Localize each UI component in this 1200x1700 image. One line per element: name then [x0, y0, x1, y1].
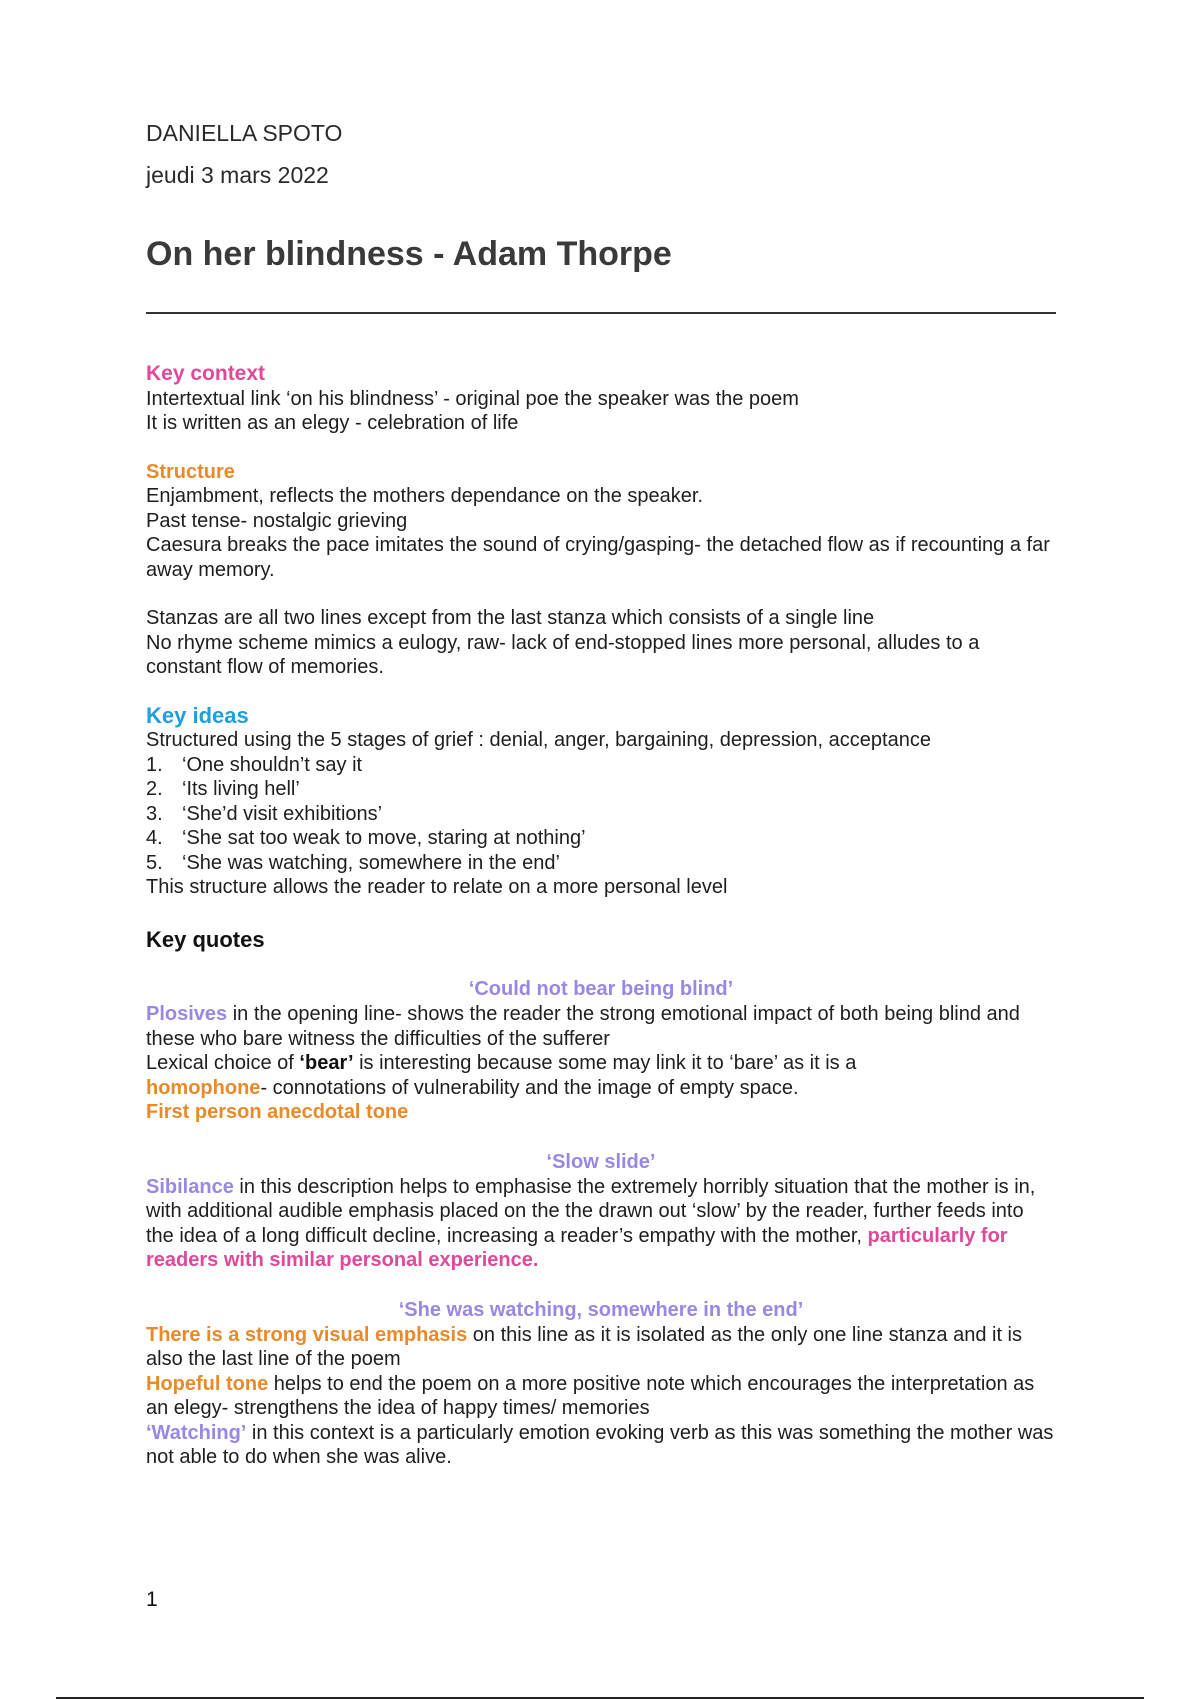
- structure-line: Stanzas are all two lines except from the last stanza which consists of a single line: [146, 607, 875, 629]
- section-key-ideas: [146, 704, 1056, 900]
- list-text: ‘She was watching, somewhere in the end’: [182, 851, 560, 874]
- document-date: jeudi 3 mars 2022: [146, 162, 329, 188]
- quote-block-2: [146, 1149, 1056, 1273]
- analysis-text: in this context is a particularly emotion evoking verb as this was something the mother was not able to do when she was alive.: [146, 1421, 1054, 1468]
- quote-title: ‘She was watching, somewhere in the end’: [398, 1298, 804, 1321]
- quote-title: ‘Slow slide’: [546, 1150, 656, 1173]
- list-text: ‘Its living hell’: [182, 778, 300, 800]
- term-homophone: homophone: [146, 1076, 261, 1099]
- document-body: [146, 362, 1056, 1470]
- key-context-heading: Key context: [146, 362, 266, 385]
- key-ideas-intro: Structured using the 5 stages of grief : denial, anger, bargaining, depression, acceptance: [146, 729, 931, 751]
- list-item: [146, 777, 1056, 802]
- quote-title: ‘Could not bear being blind’: [468, 978, 734, 1000]
- section-structure: [146, 460, 1056, 680]
- term-personal-experience: particularly for readers with similar personal experience.: [146, 1224, 1008, 1271]
- grief-stages-list: [146, 753, 1056, 876]
- term-bear: ‘bear’: [299, 1052, 354, 1074]
- analysis-text: Lexical choice of: [146, 1052, 300, 1074]
- key-ideas-outro: This structure allows the reader to relate on a more personal level: [146, 876, 728, 898]
- analysis-text: in the opening line- shows the reader the strong emotional impact of both being blind and these who bare witness the difficulties of the sufferer: [146, 1003, 1020, 1050]
- quote-block-3: [146, 1297, 1056, 1470]
- key-context-line: Intertextual link ‘on his blindness’ - original poe the speaker was the poem: [146, 387, 799, 410]
- list-text: ‘She’d visit exhibitions’: [182, 802, 383, 825]
- list-item: [146, 753, 1056, 778]
- page-number: 1: [146, 1588, 158, 1611]
- list-text: ‘She sat too weak to move, staring at nothing’: [182, 827, 586, 849]
- analysis-paragraph: [146, 1076, 1056, 1101]
- page-content: [146, 118, 1056, 1470]
- term-watching: ‘Watching’: [146, 1421, 247, 1444]
- list-number: 5.: [146, 851, 163, 874]
- key-ideas-heading: Key ideas: [146, 702, 249, 728]
- quote-block-1: [146, 976, 1056, 1125]
- analysis-text: - connotations of vulnerability and the image of empty space.: [260, 1076, 799, 1099]
- analysis-text: is interesting because some may link it to ‘bare’ as it is a: [353, 1052, 857, 1074]
- term-hopeful-tone: Hopeful tone: [146, 1372, 269, 1395]
- analysis-paragraph: [146, 1051, 1056, 1076]
- term-tone: First person anecdotal tone: [146, 1101, 409, 1123]
- structure-line: Enjambment, reflects the mothers dependance on the speaker.: [146, 485, 704, 507]
- key-context-line: It is written as an elegy - celebration of life: [146, 412, 519, 434]
- list-item: [146, 802, 1056, 827]
- structure-heading: Structure: [146, 460, 235, 483]
- analysis-text: helps to end the poem on a more positive note which encourages the interpretation as an elegy- strengthens the idea of happy times/ memories: [146, 1372, 1035, 1419]
- term-plosives: Plosives: [146, 1003, 228, 1025]
- list-number: 4.: [146, 827, 163, 849]
- list-item: [146, 826, 1056, 851]
- section-key-context: [146, 362, 1056, 436]
- section-key-quotes: [146, 928, 1056, 1470]
- term-visual-emphasis: There is a strong visual emphasis: [146, 1323, 468, 1346]
- analysis-paragraph: [146, 1323, 1056, 1372]
- structure-line: No rhyme scheme mimics a eulogy, raw- lack of end-stopped lines more personal, alludes to a constant flow of memories.: [146, 631, 980, 678]
- list-text: ‘One shouldn’t say it: [182, 753, 363, 776]
- title-divider: [146, 312, 1056, 314]
- author-name: DANIELLA SPOTO: [146, 120, 343, 146]
- list-number: 1.: [146, 753, 163, 776]
- structure-line: Caesura breaks the pace imitates the sound of crying/gasping- the detached flow as if recounting a far away memory.: [146, 534, 1050, 581]
- analysis-paragraph: [146, 1002, 1056, 1051]
- key-quotes-heading: Key quotes: [146, 926, 265, 952]
- analysis-paragraph: [146, 1175, 1056, 1273]
- term-sibilance: Sibilance: [146, 1175, 234, 1198]
- structure-line: Past tense- nostalgic grieving: [146, 509, 408, 532]
- page-title: On her blindness - Adam Thorpe: [146, 235, 672, 273]
- analysis-text: in this description helps to emphasise the extremely horribly situation that the mother is in, with additional audible emphasis placed on the the drawn out ‘slow’ by the reader, further feeds into the idea of a long difficult decline, increasing a reader’s empathy with the mother,: [146, 1175, 1036, 1247]
- page-bottom-edge: [56, 1697, 1144, 1699]
- list-number: 2.: [146, 778, 163, 800]
- list-number: 3.: [146, 802, 163, 825]
- analysis-paragraph: [146, 1372, 1056, 1421]
- analysis-paragraph: [146, 1421, 1056, 1470]
- list-item: [146, 851, 1056, 876]
- analysis-text: on this line as it is isolated as the only one line stanza and it is also the last line of the poem: [146, 1323, 1022, 1370]
